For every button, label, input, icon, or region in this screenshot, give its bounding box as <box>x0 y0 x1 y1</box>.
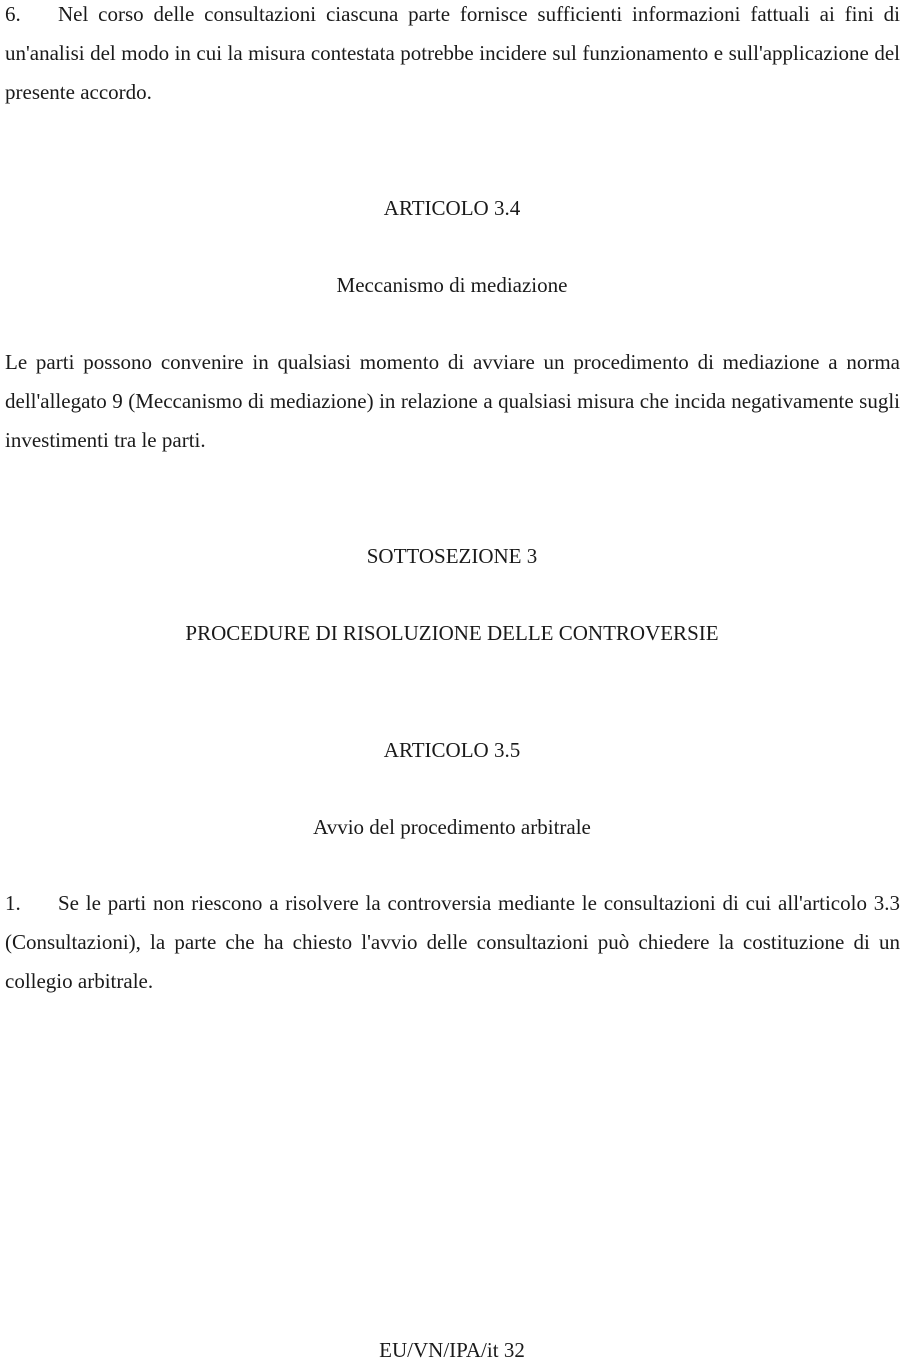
article-3-5-title: Avvio del procedimento arbitrale <box>313 815 591 839</box>
paragraph-6 <box>5 0 900 112</box>
subsection-title: PROCEDURE DI RISOLUZIONE DELLE CONTROVERSIE <box>185 621 719 645</box>
article-3-4-title: Meccanismo di mediazione <box>336 273 568 297</box>
article-3-5-paragraph-1 <box>5 884 900 1001</box>
page-footer: EU/VN/IPA/it 32 <box>379 1338 525 1362</box>
article-3-4-heading: ARTICOLO 3.4 <box>383 196 521 220</box>
paragraph-number: 1. <box>5 891 21 915</box>
article-3-4-paragraph: Le parti possono convenire in qualsiasi momento di avviare un procedimento di mediazione a norma dell'allegato 9 (Meccanismo di mediazione) in relazione a qualsiasi misura che incida negativamente sugli investimenti tra le parti. <box>5 350 900 452</box>
paragraph-text: Se le parti non riescono a risolvere la controversia mediante le consultazioni di cui all'articolo 3.3 (Consultazioni), la parte che ha chiesto l'avvio delle consultazioni può chiedere la costituzione di un collegio arbitrale. <box>5 891 900 993</box>
article-3-5-heading: ARTICOLO 3.5 <box>383 738 521 762</box>
paragraph-text: Nel corso delle consultazioni ciascuna parte fornisce sufficienti informazioni fattuali ai fini di un'analisi del modo in cui la misura contestata potrebbe incidere sul funzionamento e sull'applicazione del presente accordo. <box>5 2 900 104</box>
subsection-heading: SOTTOSEZIONE 3 <box>366 544 538 568</box>
paragraph-number: 6. <box>5 2 21 26</box>
